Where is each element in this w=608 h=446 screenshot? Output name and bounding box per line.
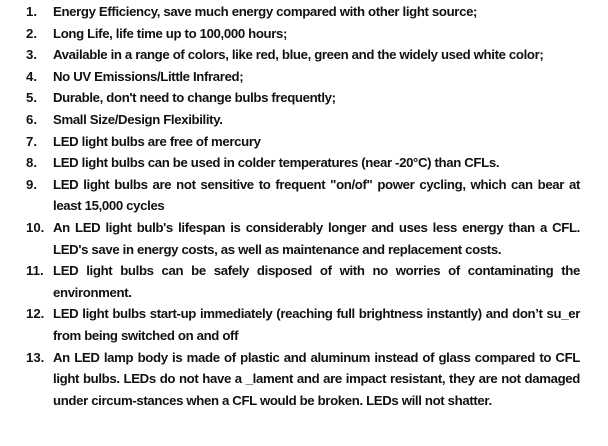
item-text: Long Life, life time up to 100,000 hours; [53, 25, 288, 41]
item-text: An LED lamp body is made of plastic and aluminum instead of glass compared to CFL light bulbs. LEDs do not have a _lament and are impact resistant, they are not damaged under circum-stances when a CFL would be broken. LEDs will not shatter. [53, 349, 580, 408]
list-item [26, 109, 580, 131]
list-item [26, 131, 580, 153]
item-text: LED light bulbs are not sensitive to frequent "on/of" power cycling, which can bear at least 15,000 cycles [53, 176, 580, 214]
item-number: 4. [26, 68, 37, 84]
item-number: 5. [26, 90, 37, 106]
item-number: 13. [26, 349, 45, 365]
item-text: LED light bulbs are free of mercury [53, 133, 261, 149]
item-text: Durable, don't need to change bulbs frequently; [53, 90, 336, 106]
list-item [26, 347, 580, 412]
item-number: 7. [26, 133, 37, 149]
item-text: No UV Emissions/Little Infrared; [53, 68, 244, 84]
list-item [26, 44, 580, 66]
list-item [26, 152, 580, 174]
item-text: Available in a range of colors, like red, blue, green and the widely used white color; [53, 47, 544, 63]
list-item [26, 174, 580, 217]
list-item [26, 23, 580, 45]
list-item [26, 303, 580, 346]
list-item [26, 260, 580, 303]
list-item [26, 87, 580, 109]
item-text: Small Size/Design Flexibility. [53, 111, 223, 127]
item-number: 1. [26, 4, 37, 19]
item-text: LED light bulbs start-up immediately (reaching full brightness instantly) and don’t su_er from being switched on and off [53, 306, 580, 343]
item-number: 3. [26, 47, 37, 63]
item-text: Energy Efficiency, save much energy compared with other light source; [53, 4, 478, 19]
item-number: 11. [26, 263, 44, 279]
item-text: An LED light bulb's lifespan is considerably longer and uses less energy than a CFL. LED's save in energy costs, as well as maintenance and replacement costs. [53, 219, 580, 257]
item-text: LED light bulbs can be safely disposed of with no worries of contaminating the environment. [53, 263, 580, 300]
item-number: 12. [26, 306, 45, 322]
item-number: 9. [26, 176, 37, 192]
item-number: 10. [26, 219, 45, 235]
item-number: 6. [26, 111, 37, 127]
feature-list [26, 1, 580, 411]
list-item [26, 1, 580, 23]
item-text: LED light bulbs can be used in colder temperatures (near -20°C) than CFLs. [53, 155, 500, 171]
list-item [26, 66, 580, 88]
item-number: 2. [26, 25, 37, 41]
item-number: 8. [26, 155, 37, 171]
list-item [26, 217, 580, 260]
